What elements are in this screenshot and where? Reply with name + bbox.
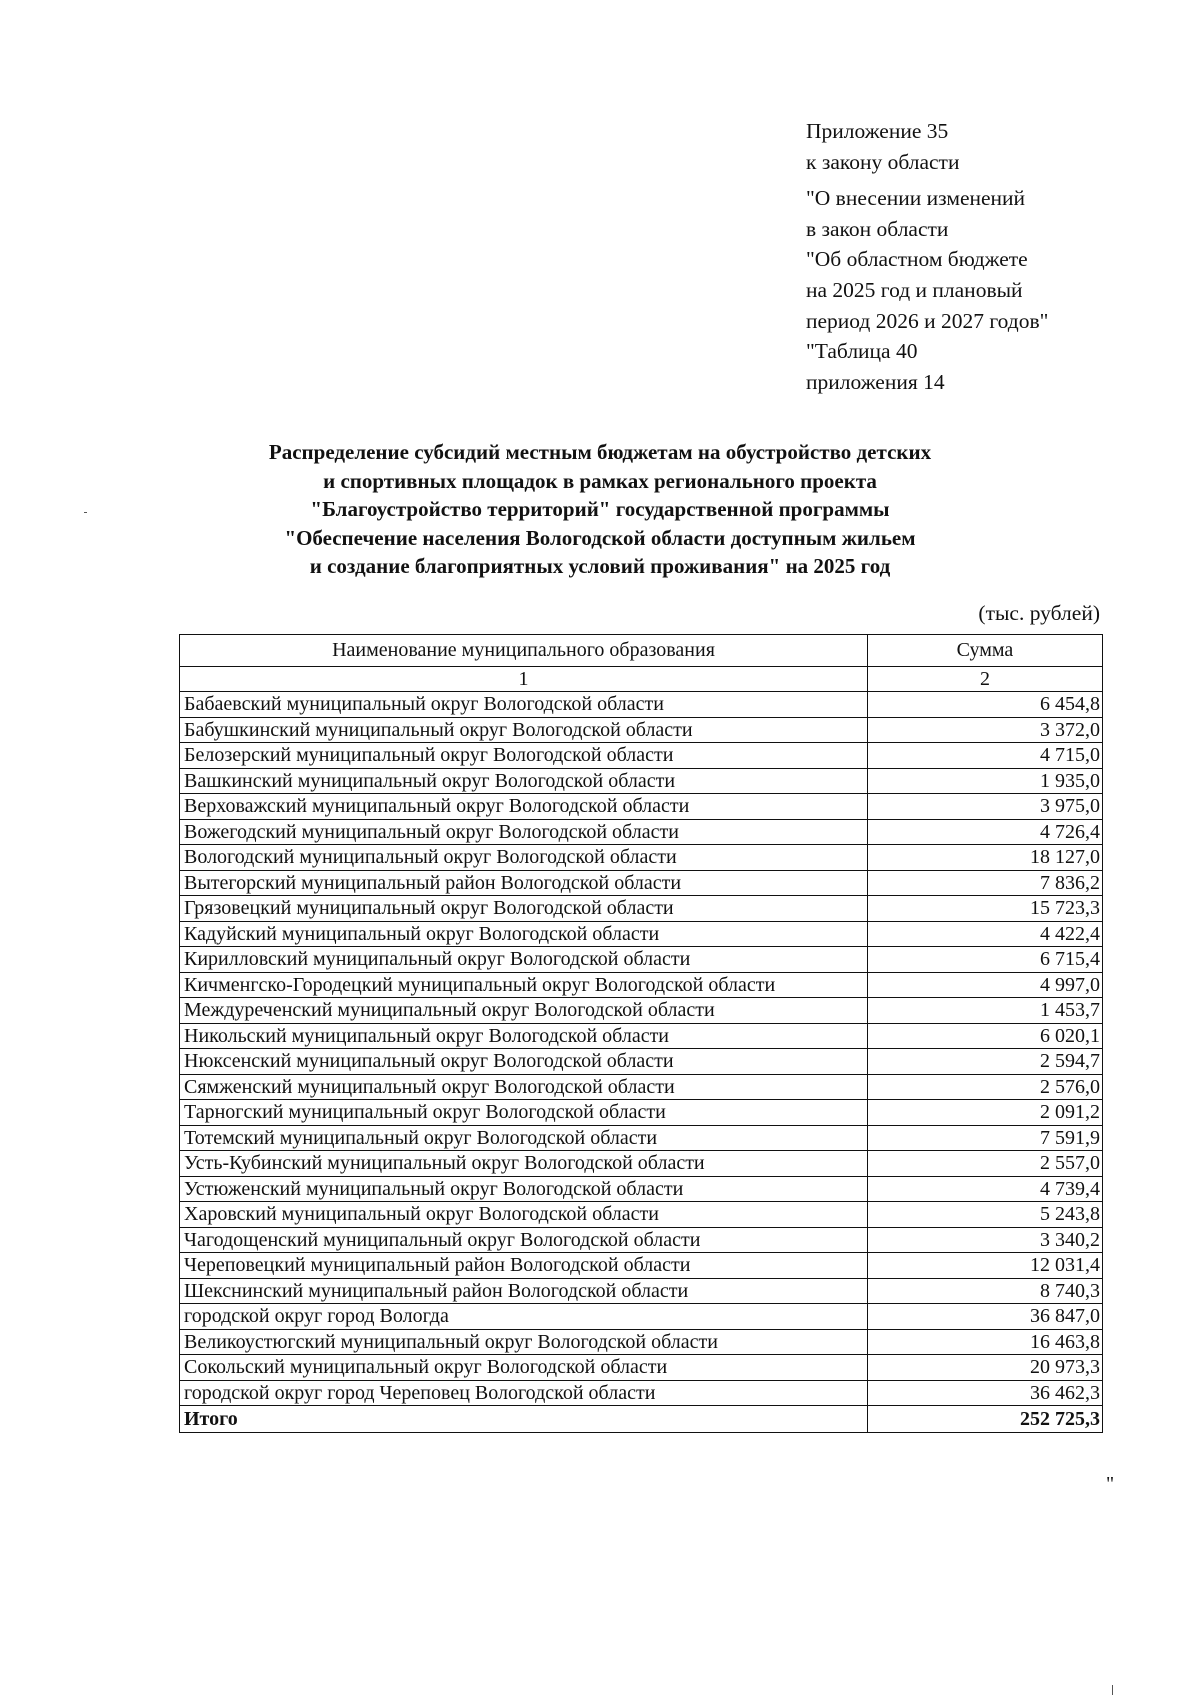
municipality-name: Междуреченский муниципальный округ Вологодской области [180, 998, 868, 1024]
subsidy-amount: 20 973,3 [868, 1355, 1103, 1381]
total-amount: 252 725,3 [868, 1406, 1103, 1433]
table-row [180, 1176, 1103, 1202]
table-row [180, 1355, 1103, 1381]
table-row [180, 947, 1103, 973]
document-title [150, 438, 1050, 581]
subsidy-amount: 2 557,0 [868, 1151, 1103, 1177]
municipality-name: Нюксенский муниципальный округ Вологодской области [180, 1049, 868, 1075]
subsidy-amount: 3 372,0 [868, 717, 1103, 743]
table-row [180, 1151, 1103, 1177]
subsidy-amount: 3 340,2 [868, 1227, 1103, 1253]
table-row [180, 972, 1103, 998]
table-row [180, 1304, 1103, 1330]
table-row [180, 845, 1103, 871]
municipality-name: Вашкинский муниципальный округ Вологодской области [180, 768, 868, 794]
table-row [180, 1049, 1103, 1075]
table-row [180, 1074, 1103, 1100]
subsidy-amount: 2 576,0 [868, 1074, 1103, 1100]
municipality-name: Сямженский муниципальный округ Вологодской области [180, 1074, 868, 1100]
title-line: Распределение субсидий местным бюджетам на обустройство детских [268, 440, 932, 464]
subsidy-amount: 4 422,4 [868, 921, 1103, 947]
subsidy-amount: 36 847,0 [868, 1304, 1103, 1330]
subsidy-amount: 36 462,3 [868, 1380, 1103, 1406]
table-row [180, 768, 1103, 794]
appendix-line: период 2026 и 2027 годов" [806, 308, 1049, 333]
table-row [180, 1278, 1103, 1304]
subsidy-table [179, 634, 1103, 1433]
subsidy-amount: 7 836,2 [868, 870, 1103, 896]
total-row [180, 1406, 1103, 1433]
table-row [180, 998, 1103, 1024]
table-row [180, 1253, 1103, 1279]
municipality-name: Вытегорский муниципальный район Вологодской области [180, 870, 868, 896]
subsidy-amount: 2 091,2 [868, 1100, 1103, 1126]
municipality-name: Шекснинский муниципальный район Вологодской области [180, 1278, 868, 1304]
municipality-name: городской округ город Череповец Вологодской области [180, 1380, 868, 1406]
subsidy-amount: 5 243,8 [868, 1202, 1103, 1228]
appendix-line: в закон области [806, 216, 949, 241]
municipality-name: Тотемский муниципальный округ Вологодской области [180, 1125, 868, 1151]
table-row [180, 1202, 1103, 1228]
subsidy-amount: 6 454,8 [868, 692, 1103, 718]
municipality-name: Череповецкий муниципальный район Вологодской области [180, 1253, 868, 1279]
municipality-name: Сокольский муниципальный округ Вологодской области [180, 1355, 868, 1381]
appendix-line: "Таблица 40 [806, 339, 918, 364]
municipality-name: Тарногский муниципальный округ Вологодской области [180, 1100, 868, 1126]
table-row [180, 896, 1103, 922]
subsidy-amount: 6 020,1 [868, 1023, 1103, 1049]
municipality-name: Грязовецкий муниципальный округ Вологодской области [180, 896, 868, 922]
subsidy-amount: 12 031,4 [868, 1253, 1103, 1279]
table-row [180, 1125, 1103, 1151]
table-row [180, 1380, 1103, 1406]
subsidy-amount: 2 594,7 [868, 1049, 1103, 1075]
subsidy-amount: 3 975,0 [868, 794, 1103, 820]
table-row [180, 692, 1103, 718]
title-line: "Обеспечение населения Вологодской области доступным жильем [284, 525, 916, 550]
appendix-line: приложения 14 [806, 369, 945, 394]
subsidy-amount: 4 726,4 [868, 819, 1103, 845]
column-number-2: 2 [868, 667, 1103, 692]
table-row [180, 1329, 1103, 1355]
appendix-line: Приложение 35 [806, 119, 949, 143]
table-row [180, 1023, 1103, 1049]
appendix-header [806, 116, 1166, 397]
appendix-line: "О внесении изменений [806, 186, 1026, 211]
municipality-name: Кичменгско-Городецкий муниципальный округ Вологодской области [180, 972, 868, 998]
header-name: Наименование муниципального образования [180, 635, 868, 667]
municipality-name: Великоустюгский муниципальный округ Вологодской области [180, 1329, 868, 1355]
header-amount: Сумма [868, 635, 1103, 667]
municipality-name: Чагодощенский муниципальный округ Вологодской области [180, 1227, 868, 1253]
units-label: (тыс. рублей) [978, 601, 1100, 625]
title-line: "Благоустройство территорий" государственной программы [310, 497, 890, 521]
table-row [180, 870, 1103, 896]
closing-quote: " [1106, 1473, 1115, 1495]
municipality-name: Вожегодский муниципальный округ Вологодской области [180, 819, 868, 845]
municipality-name: Вологодский муниципальный округ Вологодской области [180, 845, 868, 871]
subsidy-amount: 1 453,7 [868, 998, 1103, 1024]
subsidy-amount: 16 463,8 [868, 1329, 1103, 1355]
table-row [180, 794, 1103, 820]
municipality-name: Усть-Кубинский муниципальный округ Вологодской области [180, 1151, 868, 1177]
table-row [180, 743, 1103, 769]
subsidy-amount: 4 715,0 [868, 743, 1103, 769]
scan-speck [1112, 1685, 1113, 1695]
scan-speck [84, 512, 87, 513]
table-row [180, 1100, 1103, 1126]
title-line: и создание благоприятных условий проживания" на 2025 год [309, 554, 891, 578]
column-number-row [180, 667, 1103, 692]
table-row [180, 819, 1103, 845]
subsidy-amount: 8 740,3 [868, 1278, 1103, 1304]
subsidy-amount: 7 591,9 [868, 1125, 1103, 1151]
municipality-name: Бабаевский муниципальный округ Вологодской области [180, 692, 868, 718]
municipality-name: Кадуйский муниципальный округ Вологодской области [180, 921, 868, 947]
table-row [180, 1227, 1103, 1253]
appendix-line: к закону области [806, 149, 960, 174]
municipality-name: Устюженский муниципальный округ Вологодской области [180, 1176, 868, 1202]
municipality-name: Харовский муниципальный округ Вологодской области [180, 1202, 868, 1228]
subsidy-amount: 4 997,0 [868, 972, 1103, 998]
municipality-name: Верховажский муниципальный округ Вологодской области [180, 794, 868, 820]
subsidy-amount: 1 935,0 [868, 768, 1103, 794]
municipality-name: Никольский муниципальный округ Вологодской области [180, 1023, 868, 1049]
total-label: Итого [180, 1406, 868, 1433]
municipality-name: Белозерский муниципальный округ Вологодской области [180, 743, 868, 769]
municipality-name: городской округ город Вологда [180, 1304, 868, 1330]
table-header-row [180, 635, 1103, 667]
municipality-name: Бабушкинский муниципальный округ Вологодской области [180, 717, 868, 743]
table-row [180, 921, 1103, 947]
subsidy-amount: 4 739,4 [868, 1176, 1103, 1202]
subsidy-amount: 6 715,4 [868, 947, 1103, 973]
column-number-1: 1 [180, 667, 868, 692]
municipality-name: Кирилловский муниципальный округ Вологодской области [180, 947, 868, 973]
subsidy-amount: 18 127,0 [868, 845, 1103, 871]
subsidy-amount: 15 723,3 [868, 896, 1103, 922]
title-line: и спортивных площадок в рамках регионального проекта [323, 468, 877, 493]
appendix-line: "Об областном бюджете [806, 247, 1028, 272]
table-row [180, 717, 1103, 743]
appendix-line: на 2025 год и плановый [806, 277, 1023, 302]
